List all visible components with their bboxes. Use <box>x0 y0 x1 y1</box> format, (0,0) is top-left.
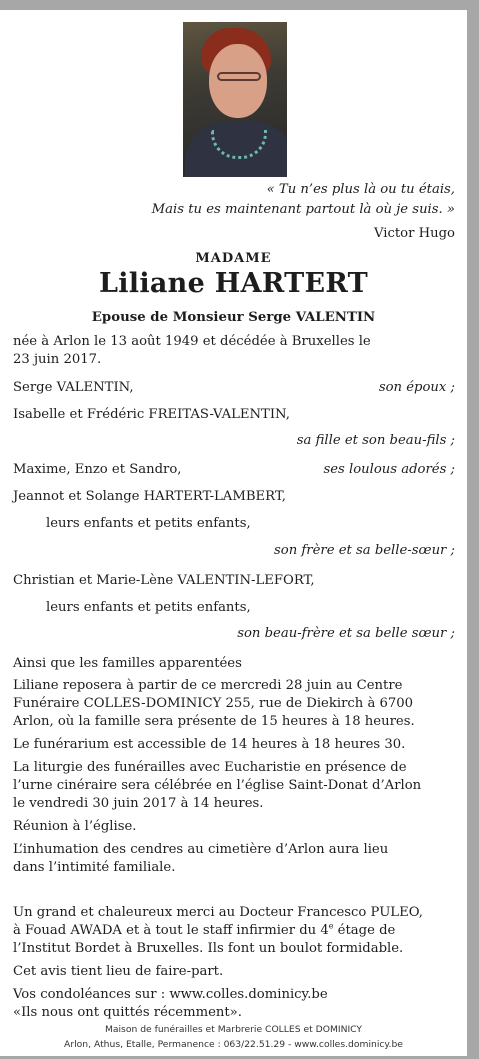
family-serge-role: son époux ; <box>378 380 455 395</box>
repose-line-2: Funéraire COLLES-DOMINICY 255, rue de Diekirch à 6700 <box>13 696 414 711</box>
liturgie-line-1: La liturgie des funérailles avec Eucharistie en présence de <box>13 760 407 775</box>
spouse-line: Epouse de Monsieur Serge VALENTIN <box>91 310 376 325</box>
title-madame: MADAME <box>195 251 272 266</box>
repose-line-1: Liliane reposera à partir de ce mercredi 28 juin au Centre <box>13 678 403 693</box>
family-maxime-role: ses loulous adorés ; <box>323 462 455 477</box>
family-maxime-name: Maxime, Enzo et Sandro, <box>13 462 182 477</box>
portrait-photo <box>183 22 287 177</box>
liturgie-line-2: l’urne cinéraire sera célébrée en l’église Saint-Donat d’Arlon <box>13 778 422 793</box>
merci-line-1: Un grand et chaleureux merci au Docteur Francesco PULEO, <box>13 905 423 920</box>
inhumation-line-2: dans l’intimité familiale. <box>13 860 176 875</box>
merci-line-2: à Fouad AWADA et à tout le staff infirmier du 4e étage de <box>13 921 396 938</box>
birth-line-2: 23 juin 2017. <box>13 352 102 367</box>
quote-line-1: « Tu n’es plus là ou tu étais, <box>266 182 455 197</box>
family-christian-role: son beau-frère et sa belle sœur ; <box>237 626 455 641</box>
family-jeannot-name: Jeannot et Solange HARTERT-LAMBERT, <box>13 489 286 504</box>
deceased-name: Liliane HARTERT <box>98 268 369 299</box>
merci-line-3: l’Institut Bordet à Bruxelles. Ils font un boulot formidable. <box>13 941 404 956</box>
reunion-line: Réunion à l’église. <box>13 819 137 834</box>
family-christian-name: Christian et Marie-Lène VALENTIN-LEFORT, <box>13 573 315 588</box>
family-serge-name: Serge VALENTIN, <box>13 380 134 395</box>
quittes-line: «Ils nous ont quittés récemment». <box>13 1005 242 1020</box>
family-jeannot-kids: leurs enfants et petits enfants, <box>46 516 251 531</box>
family-christian-kids: leurs enfants et petits enfants, <box>46 600 251 615</box>
inhumation-line-1: L’inhumation des cendres au cimetière d’Arlon aura lieu <box>13 842 389 857</box>
avis-line: Cet avis tient lieu de faire-part. <box>13 964 224 979</box>
repose-line-3: Arlon, où la famille sera présente de 15 heures à 18 heures. <box>13 714 415 729</box>
death-notice-card <box>0 10 467 1056</box>
liturgie-line-3: le vendredi 30 juin 2017 à 14 heures. <box>13 796 264 811</box>
footer-line-2: Arlon, Athus, Etalle, Permanence : 063/22.51.29 - www.colles.dominicy.be <box>64 1039 403 1050</box>
superscript-e: e <box>328 921 334 931</box>
footer-line-1: Maison de funérailles et Marbrerie COLLES et DOMINICY <box>104 1024 363 1035</box>
family-jeannot-role: son frère et sa belle-sœur ; <box>274 543 455 558</box>
family-isabelle-role: sa fille et son beau-fils ; <box>296 433 455 448</box>
condoleances-line: Vos condoléances sur : www.colles.dominicy.be <box>13 987 328 1002</box>
birth-line-1: née à Arlon le 13 août 1949 et décédée à Bruxelles le <box>13 334 371 349</box>
quote-line-2: Mais tu es maintenant partout là où je suis. » <box>151 202 455 217</box>
apparentees-line: Ainsi que les familles apparentées <box>13 656 242 671</box>
funerarium-line: Le funérarium est accessible de 14 heures à 18 heures 30. <box>13 737 406 752</box>
family-isabelle-name: Isabelle et Frédéric FREITAS-VALENTIN, <box>13 407 290 422</box>
quote-author: Victor Hugo <box>373 226 455 241</box>
